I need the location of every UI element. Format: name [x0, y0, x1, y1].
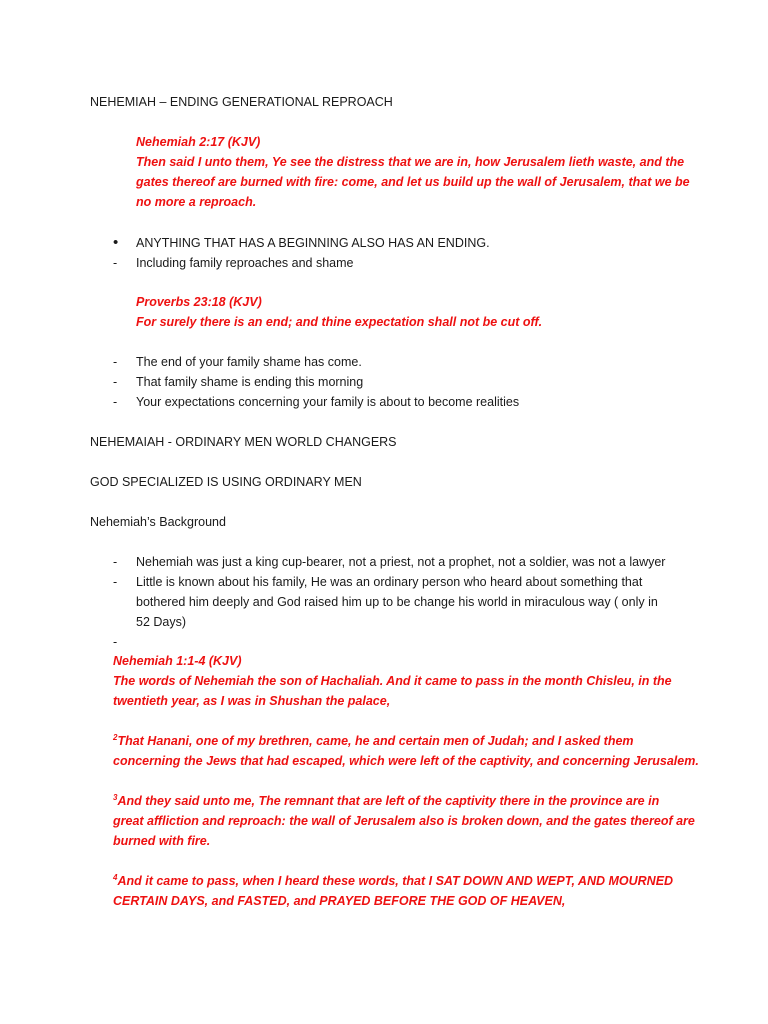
- section-heading: NEHEMAIAH - ORDINARY MEN WORLD CHANGERS: [90, 435, 397, 449]
- dash-marker: -: [113, 256, 118, 270]
- verse-line: [113, 731, 634, 751]
- verse-number: 3: [113, 793, 118, 802]
- verse-text: And they said unto me, The remnant that are left of the captivity there in the province are in: [117, 794, 660, 808]
- list-item: That family shame is ending this morning: [136, 375, 364, 389]
- list-item-continued: 52 Days): [136, 615, 187, 629]
- verse-line: [113, 871, 673, 891]
- verse-reference: Nehemiah 2:17 (KJV): [136, 135, 261, 149]
- section-heading: Nehemiah’s Background: [90, 515, 226, 529]
- section-heading: GOD SPECIALIZED IS USING ORDINARY MEN: [90, 475, 362, 489]
- verse-line: concerning the Jews that had escaped, which were left of the captivity, and concerning Jerusalem.: [113, 754, 699, 768]
- dash-marker: -: [113, 355, 118, 369]
- verse-line: no more a reproach.: [136, 195, 257, 209]
- verse-text: That Hanani, one of my brethren, came, he and certain men of Judah; and I asked them: [117, 734, 634, 748]
- verse-line: Then said I unto them, Ye see the distress that we are in, how Jerusalem lieth waste, and the: [136, 155, 685, 169]
- bullet-point: ANYTHING THAT HAS A BEGINNING ALSO HAS AN ENDING.: [136, 236, 490, 250]
- verse-line: [113, 791, 659, 811]
- verse-line: CERTAIN DAYS, and FASTED, and PRAYED BEFORE THE GOD OF HEAVEN,: [113, 894, 566, 908]
- list-item: Nehemiah was just a king cup-bearer, not a priest, not a prophet, not a soldier, was not a lawyer: [136, 555, 666, 569]
- list-item: Your expectations concerning your family is about to become realities: [136, 395, 520, 409]
- list-item: Including family reproaches and shame: [136, 256, 354, 270]
- verse-number: 4: [113, 873, 118, 882]
- dash-marker: -: [113, 575, 118, 589]
- dash-marker: -: [113, 375, 118, 389]
- verse-line: The words of Nehemiah the son of Hachaliah. And it came to pass in the month Chisleu, in the: [113, 674, 672, 688]
- list-item-continued: bothered him deeply and God raised him up to be change his world in miraculous way ( only in: [136, 595, 658, 609]
- list-item: The end of your family shame has come.: [136, 355, 362, 369]
- verse-line: gates thereof are burned with fire: come, and let us build up the wall of Jerusalem, that we be: [136, 175, 690, 189]
- verse-reference: Proverbs 23:18 (KJV): [136, 295, 262, 309]
- verse-number: 2: [113, 733, 118, 742]
- verse-line: twentieth year, as I was in Shushan the palace,: [113, 694, 391, 708]
- bullet-icon: •: [113, 234, 119, 251]
- verse-line: burned with fire.: [113, 834, 211, 848]
- verse-reference: Nehemiah 1:1-4 (KJV): [113, 654, 242, 668]
- verse-line: great affliction and reproach: the wall of Jerusalem also is broken down, and the gates thereof are: [113, 814, 695, 828]
- page-title: NEHEMIAH – ENDING GENERATIONAL REPROACH: [90, 95, 393, 109]
- dash-marker: -: [113, 555, 118, 569]
- verse-text: And it came to pass, when I heard these words, that I SAT DOWN AND WEPT, AND MOURNED: [117, 874, 674, 888]
- dash-marker: -: [113, 395, 118, 409]
- verse-line: For surely there is an end; and thine expectation shall not be cut off.: [136, 315, 543, 329]
- list-item: Little is known about his family, He was an ordinary person who heard about something that: [136, 575, 643, 589]
- dash-marker: -: [113, 635, 118, 649]
